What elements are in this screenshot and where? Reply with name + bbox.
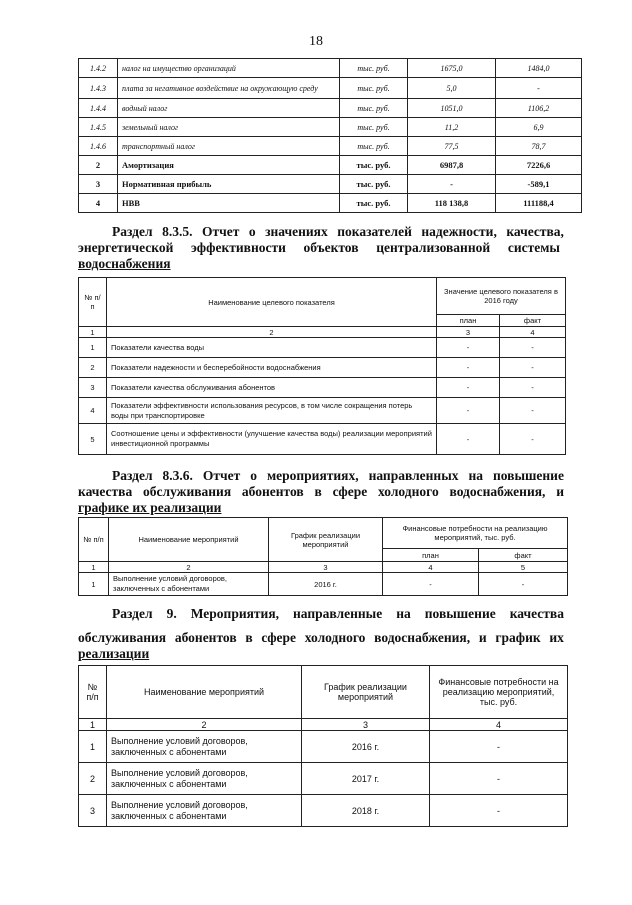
table-row — [79, 795, 568, 827]
heading-word: эффективности — [191, 240, 286, 255]
table-row — [79, 763, 568, 795]
measures-report-table — [78, 517, 568, 596]
header-indicator-name: Наименование целевого показателя — [107, 278, 437, 327]
row-value-2: 78,7 — [496, 137, 582, 156]
row-number: 1 — [79, 731, 107, 763]
table-row — [79, 194, 582, 213]
row-fact: - — [500, 398, 566, 424]
row-number: 1.4.6 — [79, 137, 118, 156]
table-row — [79, 424, 566, 455]
row-value-1: 11,2 — [408, 118, 496, 137]
col-index: 2 — [109, 562, 269, 573]
heading-word: о — [250, 468, 257, 483]
heading-word: централизованной — [376, 240, 491, 255]
heading-word: водоснабжения, — [374, 630, 471, 645]
header-target-value: Значение целевого показателя в 2016 году — [437, 278, 566, 315]
col-index: 3 — [302, 719, 430, 731]
heading-word: холодного — [378, 484, 439, 499]
row-name: налог на имущество организаций — [118, 59, 340, 78]
header-financial-needs: Финансовые потребности на реализацию мероприятий, тыс. руб. — [383, 518, 568, 549]
row-number: 3 — [79, 175, 118, 194]
heading-word: системы — [507, 240, 560, 255]
row-unit: тыс. руб. — [340, 137, 408, 156]
row-value-2: 6,9 — [496, 118, 582, 137]
table-row — [79, 78, 582, 99]
heading-word: мероприятиях, — [266, 468, 359, 483]
heading-word: качества — [78, 484, 133, 499]
header-plan: план — [383, 549, 479, 562]
row-value-2: 111188,4 — [496, 194, 582, 213]
row-name: НВВ — [118, 194, 340, 213]
col-index: 1 — [79, 719, 107, 731]
heading-word: на — [396, 606, 411, 621]
row-number: 5 — [79, 424, 107, 455]
row-value-1: 5,0 — [408, 78, 496, 99]
row-value-2: 1484,0 — [496, 59, 582, 78]
col-index: 2 — [107, 719, 302, 731]
heading-word: энергетической — [78, 240, 174, 255]
row-value-2: 1106,2 — [496, 99, 582, 118]
row-fact: - — [500, 424, 566, 455]
col-index: 4 — [500, 327, 566, 338]
header-plan: план — [437, 315, 500, 327]
heading-word: направленные — [293, 606, 383, 621]
table-row — [79, 118, 582, 137]
row-schedule: 2016 г. — [269, 573, 383, 596]
row-number: 2 — [79, 358, 107, 378]
heading-word: Мероприятия, — [190, 606, 280, 621]
heading-word: сфере — [332, 484, 368, 499]
indicators-table — [78, 277, 566, 455]
measures-plan-table — [78, 665, 568, 827]
heading-word: абонентов — [241, 484, 304, 499]
row-unit: тыс. руб. — [340, 99, 408, 118]
table-row — [79, 358, 566, 378]
row-number: 4 — [79, 398, 107, 424]
heading-word: 9. — [166, 606, 177, 621]
row-name: транспортный налог — [118, 137, 340, 156]
row-number: 1.4.2 — [79, 59, 118, 78]
header-num: № п/п — [79, 518, 109, 562]
row-schedule: 2018 г. — [302, 795, 430, 827]
header-num: № п/п — [79, 278, 107, 327]
heading-word: показателей — [337, 224, 412, 239]
costs-table — [78, 58, 582, 213]
row-plan: - — [437, 398, 500, 424]
row-schedule: 2017 г. — [302, 763, 430, 795]
row-number: 1.4.5 — [79, 118, 118, 137]
row-value-2: 7226,6 — [496, 156, 582, 175]
heading-word: обслуживания — [78, 630, 167, 645]
heading-word: обслуживания — [143, 484, 232, 499]
row-value-2: - — [496, 78, 582, 99]
col-index: 1 — [79, 562, 109, 573]
row-plan: - — [383, 573, 479, 596]
heading-word: о — [248, 224, 256, 239]
row-unit: тыс. руб. — [340, 118, 408, 137]
heading-word: объектов — [303, 240, 359, 255]
heading-word: качества, — [506, 224, 564, 239]
col-index: 1 — [79, 327, 107, 338]
row-value-1: 1051,0 — [408, 99, 496, 118]
table-row — [79, 398, 566, 424]
header-measure-name: Наименование мероприятий — [107, 666, 302, 719]
row-indicator-name: Соотношение цены и эффективности (улучшение качества воды) реализации мероприятий инвестиционной программы — [107, 424, 437, 455]
row-name: плата за негативное воздействие на окружающую среду — [118, 78, 340, 99]
heading-word: сфере — [261, 630, 297, 645]
header-financial-needs: Финансовые потребности на реализацию мероприятий, тыс. руб. — [430, 666, 568, 719]
row-value-1: 77,5 — [408, 137, 496, 156]
table-row — [79, 137, 582, 156]
heading-word: график — [495, 630, 541, 645]
table-row — [79, 156, 582, 175]
heading-word: Отчет — [202, 468, 241, 483]
header-fact: факт — [479, 549, 568, 562]
row-number: 1 — [79, 338, 107, 358]
row-measure-name: Выполнение условий договоров, заключенных с абонентами — [107, 731, 302, 763]
table-row — [79, 731, 568, 763]
row-unit: тыс. руб. — [340, 59, 408, 78]
row-unit: тыс. руб. — [340, 194, 408, 213]
col-index: 4 — [383, 562, 479, 573]
section-835-heading-line3: водоснабжения — [78, 256, 171, 271]
row-number: 2 — [79, 763, 107, 795]
table-row — [79, 338, 566, 358]
row-value-1: 118 138,8 — [408, 194, 496, 213]
row-fact: - — [500, 378, 566, 398]
col-index: 4 — [430, 719, 568, 731]
heading-word: повышение — [424, 606, 496, 621]
col-index: 3 — [437, 327, 500, 338]
heading-word: Раздел — [112, 468, 153, 483]
heading-word: абонентов — [174, 630, 237, 645]
heading-word: 8.3.5. — [162, 224, 193, 239]
row-plan: - — [437, 338, 500, 358]
row-value-1: 1675,0 — [408, 59, 496, 78]
row-unit: тыс. руб. — [340, 156, 408, 175]
heading-word: 8.3.6. — [162, 468, 193, 483]
row-fact: - — [479, 573, 568, 596]
heading-word: в — [245, 630, 253, 645]
heading-word: качества — [509, 606, 564, 621]
heading-word: их — [549, 630, 564, 645]
row-name: Нормативная прибыль — [118, 175, 340, 194]
row-indicator-name: Показатели качества воды — [107, 338, 437, 358]
section-9-heading-line3: реализации — [78, 646, 150, 661]
row-fact: - — [500, 338, 566, 358]
table-row — [79, 378, 566, 398]
heading-word: Раздел — [112, 224, 153, 239]
row-plan: - — [437, 378, 500, 398]
row-number: 1.4.3 — [79, 78, 118, 99]
row-name: земельный налог — [118, 118, 340, 137]
row-measure-name: Выполнение условий договоров, заключенных с абонентами — [107, 795, 302, 827]
row-plan: - — [437, 358, 500, 378]
row-measure-name: Выполнение условий договоров, заключенных с абонентами — [109, 573, 269, 596]
row-number: 4 — [79, 194, 118, 213]
header-fact: факт — [500, 315, 566, 327]
col-index: 5 — [479, 562, 568, 573]
section-836-heading-line3: графике их реализации — [78, 500, 222, 515]
heading-word: повышение — [492, 468, 564, 483]
heading-word: значениях — [265, 224, 328, 239]
heading-word: холодного — [304, 630, 366, 645]
heading-word: на — [468, 468, 483, 483]
row-financial-needs: - — [430, 763, 568, 795]
row-financial-needs: - — [430, 795, 568, 827]
table-row — [79, 59, 582, 78]
row-financial-needs: - — [430, 731, 568, 763]
row-plan: - — [437, 424, 500, 455]
row-schedule: 2016 г. — [302, 731, 430, 763]
heading-word: в — [314, 484, 322, 499]
table-row — [79, 573, 568, 596]
heading-word: водоснабжения, — [449, 484, 546, 499]
table-row — [79, 99, 582, 118]
row-measure-name: Выполнение условий договоров, заключенных с абонентами — [107, 763, 302, 795]
row-number: 1.4.4 — [79, 99, 118, 118]
row-value-2: -589,1 — [496, 175, 582, 194]
header-measure-name: Наименование мероприятий — [109, 518, 269, 562]
row-indicator-name: Показатели эффективности использования ресурсов, в том числе сокращения потерь воды при транспортировке — [107, 398, 437, 424]
row-number: 1 — [79, 573, 109, 596]
heading-word: и — [556, 484, 564, 499]
row-number: 3 — [79, 795, 107, 827]
heading-word: Отчет — [201, 224, 240, 239]
row-number: 2 — [79, 156, 118, 175]
header-schedule: График реализации мероприятий — [302, 666, 430, 719]
row-indicator-name: Показатели надежности и бесперебойности водоснабжения — [107, 358, 437, 378]
header-num: № п/п — [79, 666, 107, 719]
row-fact: - — [500, 358, 566, 378]
col-index: 2 — [107, 327, 437, 338]
heading-word: и — [478, 630, 487, 645]
heading-word: направленных — [368, 468, 459, 483]
page-number: 18 — [309, 34, 323, 49]
table-row — [79, 175, 582, 194]
row-name: Амортизация — [118, 156, 340, 175]
row-number: 3 — [79, 378, 107, 398]
heading-word: Раздел — [112, 606, 153, 621]
row-value-1: 6987,8 — [408, 156, 496, 175]
row-indicator-name: Показатели качества обслуживания абонентов — [107, 378, 437, 398]
row-unit: тыс. руб. — [340, 78, 408, 99]
heading-word: надежности, — [421, 224, 497, 239]
header-schedule: График реализации мероприятий — [269, 518, 383, 562]
row-unit: тыс. руб. — [340, 175, 408, 194]
row-name: водный налог — [118, 99, 340, 118]
col-index: 3 — [269, 562, 383, 573]
row-value-1: - — [408, 175, 496, 194]
